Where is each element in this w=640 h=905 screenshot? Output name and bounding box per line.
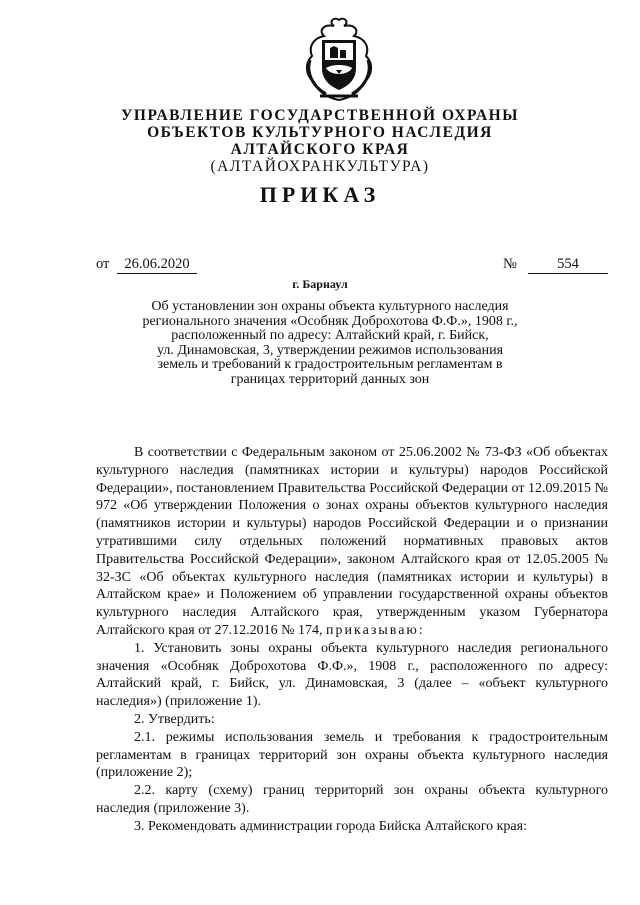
subject-line: ул. Динамовская, 3, утверждении режимов использования [156, 342, 504, 358]
org-abbreviation: (АЛТАЙОХРАНКУЛЬТУРА) [210, 158, 430, 175]
item-2-1: 2.1. режимы использования земель и требования к градостроительным регламентам в границах территорий зон охраны объекта культурного наследия (приложение 2); [96, 729, 608, 781]
order-word: приказываю: [326, 622, 425, 638]
order-body [96, 444, 608, 836]
subject-line: регионального значения «Особняк Доброхотова Ф.Ф.», 1908 г., [142, 313, 518, 329]
number-label: № [503, 256, 517, 272]
subject-line: земель и требований к градостроительным регламентам в [157, 357, 503, 372]
city-name: г. Барнаул [292, 277, 348, 291]
item-2: 2. Утвердить: [134, 711, 215, 727]
item-2-2: 2.2. карту (схему) границ территорий зон охраны объекта культурного наследия (приложение 3). [96, 783, 608, 816]
subject-line: границах территорий данных зон [230, 371, 430, 387]
org-line-1: УПРАВЛЕНИЕ ГОСУДАРСТВЕННОЙ ОХРАНЫ [121, 107, 519, 124]
item-1: 1. Установить зоны охраны объекта культурного наследия регионального значения «Особняк Доброхотова Ф.Ф.», 1908 г., расположенного по адресу: Алтайский край, г. Бийск, ул. Динамовская, 3 (далее – «объект культурного наследия») (приложение 1). [96, 640, 608, 710]
coat-of-arms-emblem [300, 16, 378, 102]
subject-line: расположенный по адресу: Алтайский край, г. Бийск, [171, 328, 489, 343]
subject-line: Об установлении зон охраны объекта культурного наследия [151, 299, 509, 314]
preamble-paragraph [96, 444, 608, 640]
order-subject [130, 300, 530, 387]
organization-name [0, 107, 640, 175]
date-label: от [96, 256, 110, 272]
org-line-3: АЛТАЙСКОГО КРАЯ [230, 141, 410, 158]
document-type-title: ПРИКАЗ [259, 182, 381, 207]
item-3: 3. Рекомендовать администрации города Бийска Алтайского края: [134, 818, 527, 834]
document-date: 26.06.2020 [117, 256, 197, 274]
org-line-2: ОБЪЕКТОВ КУЛЬТУРНОГО НАСЛЕДИЯ [147, 124, 493, 141]
document-number: 554 [528, 256, 608, 274]
altai-krai-coat-of-arms-icon [300, 16, 378, 102]
preamble-text: В соответствии с Федеральным законом от 25.06.2002 № 73-ФЗ «Об объектах культурного наследия (памятниках истории и культуры) народов Российской Федерации», постановлением Правительства Российской Федерации от 12.09.2015 № 972 «Об утверждении Положения о зонах охраны объектов культурного наследия (памятников истории и культуры) народов Российской Федерации и о признании утратившими силу отдельных положений нормативных правовых актов Правительства Российской Федерации», законом Алтайского края от 12.05.2005 № 32-ЗС «Об объектах культурного наследия (памятниках истории и культуры) в Алтайском крае» и Положением об управлении государственной охраны объектов культурного наследия Алтайского края, утвержденным указом Губернатора Алтайского края от 27.12.2016 № 174, [96, 445, 608, 638]
